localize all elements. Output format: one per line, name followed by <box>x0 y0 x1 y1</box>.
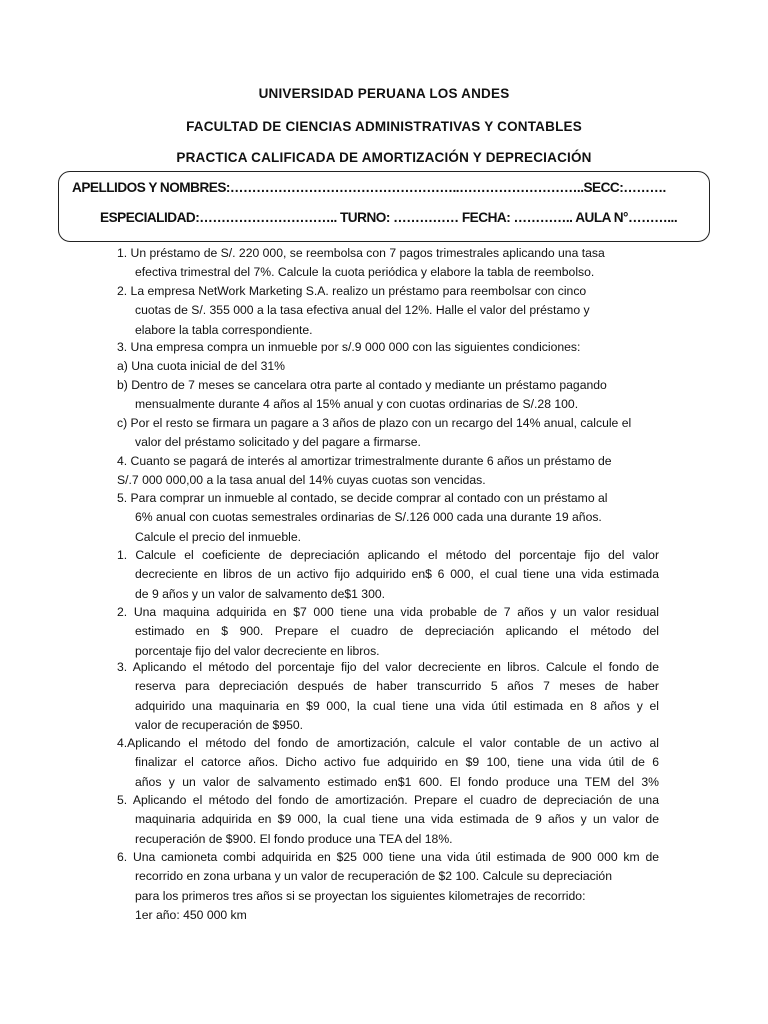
problem-line: 4.Aplicando el método del fondo de amortización, calcule el valor contable de un activo al <box>117 736 659 750</box>
problem-line: cuotas de S/. 355 000 a la tasa efectiva anual del 12%. Halle el valor del préstamo y <box>135 303 590 318</box>
problem-line: 1er año: 450 000 km <box>135 908 247 923</box>
problem-line: reserva para depreciación después de haber transcurrido 5 años 7 meses de haber <box>135 679 659 694</box>
problem-line: 2. Una maquina adquirida en $7 000 tiene una vida probable de 7 años y un valor residual <box>117 605 659 619</box>
problem-line: finalizar el catorce años. Dicho activo fue adquirido en $9 100, tiene una vida útil de 6 <box>135 755 659 770</box>
problem-line: para los primeros tres años si se proyectan los siguientes kilometrajes de recorrido: <box>135 888 586 903</box>
problem-line: recuperación de $900. El fondo produce una TEA del 18%. <box>135 831 453 846</box>
faculty-title: FACULTAD DE CIENCIAS ADMINISTRATIVAS Y CONTABLES <box>186 119 582 134</box>
problem-line: 2. La empresa NetWork Marketing S.A. realizo un préstamo para reembolsar con cinco <box>117 284 587 298</box>
problem-line: estimado en $ 900. Prepare el cuadro de depreciación aplicando el método del <box>135 624 659 639</box>
problem-line: valor del préstamo solicitado y del pagare a firmarse. <box>135 435 421 450</box>
problem-3c <box>117 414 659 453</box>
problem-line: adquirido una maquinaria en $9 000, la cual tiene una vida útil estimada en 8 años y el <box>135 698 659 713</box>
depreciation-problem-3 <box>117 658 659 736</box>
problem-line: años y un valor de salvamento estimado en$1 600. El fondo produce una TEM del 3% <box>135 774 659 789</box>
problem-1 <box>117 244 659 283</box>
problem-line: efectiva trimestral del 7%. Calcule la cuota periódica y elabore la tabla de reembolso. <box>135 265 595 280</box>
depreciation-problem-6 <box>117 848 659 926</box>
problem-line: 5. Para comprar un inmueble al contado, se decide comprar al contado con un préstamo al <box>117 491 608 505</box>
problem-3 <box>117 338 659 357</box>
problem-line: S/.7 000 000,00 a la tasa anual del 14% cuyas cuotas son vencidas. <box>117 473 486 488</box>
problem-line: 6. Una camioneta combi adquirida en $25 000 tiene una vida útil estimada de 900 000 km de <box>117 850 659 864</box>
problem-line: valor de recuperación de $950. <box>135 718 304 733</box>
specialty-line: ESPECIALIDAD:………………………….. TURNO: …………… FECHA: ………….. AULA N°………... <box>100 210 678 225</box>
problem-line: c) Por el resto se firmara un pagare a 3 años de plazo con un recargo del 14% anual, calcule el <box>117 416 632 430</box>
depreciation-problem-2 <box>117 603 659 661</box>
depreciation-problem-5 <box>117 791 659 849</box>
problem-line: 1. Calcule el coeficiente de depreciación aplicando el método del porcentaje fijo del valor <box>117 548 659 562</box>
problem-line: 4. Cuanto se pagará de interés al amortizar trimestralmente durante 6 años un préstamo de <box>117 454 612 468</box>
problem-3b <box>117 376 659 415</box>
problem-2 <box>117 282 659 340</box>
problem-line: 5. Aplicando el método del fondo de amortización. Prepare el cuadro de depreciación de una <box>117 793 659 807</box>
problem-5 <box>117 489 659 547</box>
problem-line: 3. Una empresa compra un inmueble por s/.9 000 000 con las siguientes condiciones: <box>117 340 581 354</box>
problem-line: 6% anual con cuotas semestrales ordinarias de S/.126 000 cada una durante 19 años. <box>135 510 602 525</box>
problem-line: elabore la tabla correspondiente. <box>135 322 313 337</box>
depreciation-problem-4 <box>117 734 659 792</box>
problem-4 <box>117 452 659 491</box>
problem-line: de 9 años y un valor de salvamento de$1 300. <box>135 586 386 601</box>
problem-line: porcentaje fijo del valor decreciente en libros. <box>135 643 380 658</box>
problem-line: Calcule el precio del inmueble. <box>135 529 301 544</box>
problem-line: decreciente en libros de un activo fijo adquirido en$ 6 000, el cual tiene una vida estimada <box>135 567 659 582</box>
problem-line: recorrido en zona urbana y un valor de recuperación de $2 100. Calcule su depreciación <box>135 869 612 884</box>
problem-line: 1. Un préstamo de S/. 220 000, se reembolsa con 7 pagos trimestrales aplicando una tasa <box>117 246 605 260</box>
problem-line: mensualmente durante 4 años al 15% anual y con cuotas ordinarias de S/.28 100. <box>135 397 579 412</box>
student-name-line: APELLIDOS Y NOMBRES:……………………………………………..………………………..SECC:………. <box>72 180 666 195</box>
depreciation-problem-1 <box>117 546 659 604</box>
practice-title: PRACTICA CALIFICADA DE AMORTIZACIÓN Y DEPRECIACIÓN <box>176 150 592 165</box>
problem-line: maquinaria adquirida en $9 000, la cual tiene una vida estimada de 9 años y un valor de <box>135 812 659 827</box>
problem-3a <box>117 357 659 376</box>
problem-line: b) Dentro de 7 meses se cancelara otra parte al contado y mediante un préstamo pagando <box>117 378 607 392</box>
university-title: UNIVERSIDAD PERUANA LOS ANDES <box>258 86 510 101</box>
problem-line: 3. Aplicando el método del porcentaje fijo del valor decreciente en libros. Calcule el fondo de <box>117 660 659 674</box>
problem-line: a) Una cuota inicial de del 31% <box>117 359 286 373</box>
